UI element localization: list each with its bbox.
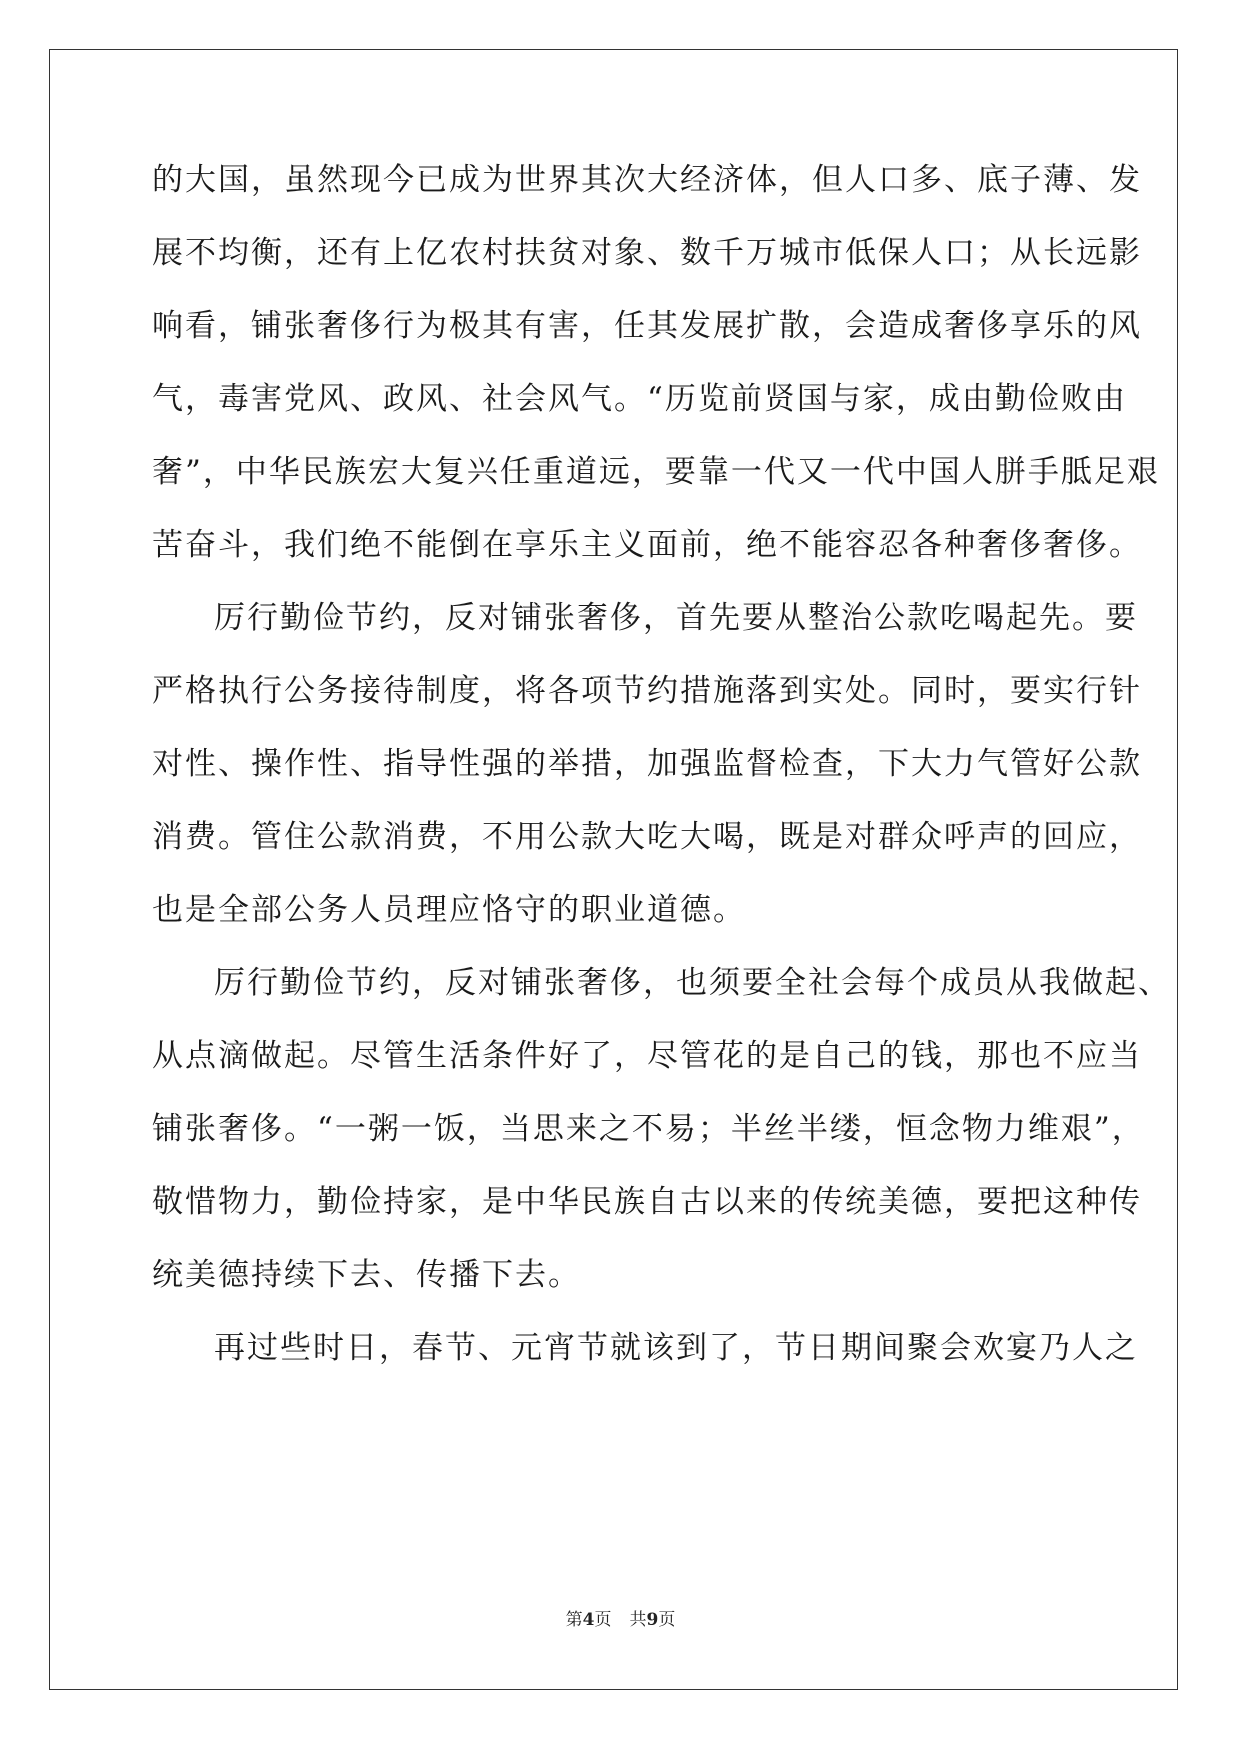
text-line: 从点滴做起。尽管生活条件好了，尽管花的是自己的钱，那也不应当 [152,1038,1142,1074]
text-line: 响看，铺张奢侈行为极其有害，任其发展扩散，会造成奢侈享乐的风 [152,308,1142,344]
page-number-suffix: 页 [594,1610,612,1630]
text-line: 消费。管住公款消费，不用公款大吃大喝，既是对群众呼声的回应， [152,819,1142,855]
text-line: 铺张奢侈。“一粥一饭，当思来之不易；半丝半缕，恒念物力维艰”， [152,1111,1145,1147]
text-line: 的大国，虽然现今已成为世界其次大经济体，但人口多、底子薄、发 [152,162,1142,198]
paragraph-first-line: 厉行勤俭节约，反对铺张奢侈，首先要从整治公款吃喝起先。要 [214,600,1138,636]
paragraph-first-line: 再过些时日，春节、元宵节就该到了，节日期间聚会欢宴乃人之 [214,1330,1138,1366]
page-number-prefix: 第 [565,1610,583,1630]
text-line: 苦奋斗，我们绝不能倒在享乐主义面前，绝不能容忍各种奢侈奢侈。 [152,527,1142,563]
page-border [49,49,1178,1690]
text-line: 气，毒害党风、政风、社会风气。“历览前贤国与家，成由勤俭败由 [152,381,1127,417]
total-pages-prefix: 共 [629,1610,647,1630]
text-line: 展不均衡，还有上亿农村扶贫对象、数千万城市低保人口；从长远影 [152,235,1142,271]
total-pages-number: 9 [646,1610,659,1630]
total-pages-suffix: 页 [658,1610,676,1630]
text-line: 也是全部公务人员理应恪守的职业道德。 [152,892,746,928]
text-line: 严格执行公务接待制度，将各项节约措施落到实处。同时，要实行针 [152,673,1142,709]
text-line: 对性、操作性、指导性强的举措，加强监督检查，下大力气管好公款 [152,746,1142,782]
text-line: 统美德持续下去、传播下去。 [152,1257,581,1293]
text-line: 敬惜物力，勤俭持家，是中华民族自古以来的传统美德，要把这种传 [152,1184,1142,1220]
text-line: 奢”，中华民族宏大复兴任重道远，要靠一代又一代中国人胼手胝足艰 [152,454,1160,490]
current-page-number: 4 [582,1610,595,1630]
page-footer [0,1608,1241,1632]
paragraph-first-line: 厉行勤俭节约，反对铺张奢侈，也须要全社会每个成员从我做起、 [214,965,1171,1001]
